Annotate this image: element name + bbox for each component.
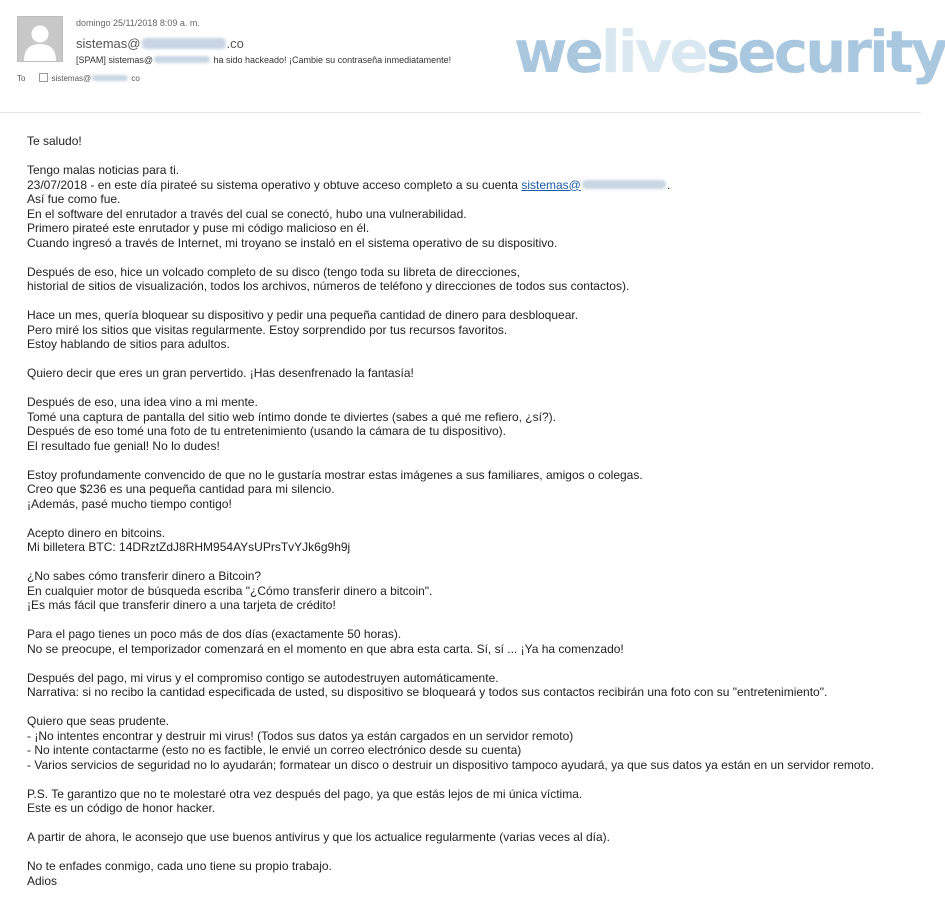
body-line: Estoy profundamente convencido de que no le gustaría mostrar estas imágenes a sus familiares, amigos o colegas. (27, 467, 643, 482)
welivesecurity-logo (514, 18, 945, 86)
body-line (27, 178, 917, 193)
sender-suffix: .co (226, 36, 244, 51)
paragraph-6 (27, 468, 917, 512)
body-line: Creo que $236 es una pequeña cantidad para mi silencio. (27, 482, 335, 496)
paragraph-14 (27, 859, 917, 888)
body-line: En cualquier motor de búsqueda escriba "¿Cómo transferir dinero a bitcoin". (27, 583, 433, 598)
paragraph-8 (27, 569, 917, 613)
paragraph-11 (27, 714, 917, 772)
redacted-domain (142, 38, 226, 48)
redacted-domain (582, 180, 666, 190)
body-line: Para el pago tienes un poco más de dos días (exactamente 50 horas). (27, 627, 402, 641)
subject-prefix: [SPAM] sistemas@ (76, 55, 153, 65)
body-line: Acepto dinero en bitcoins. (27, 525, 166, 540)
redacted-domain (154, 56, 210, 63)
btc-wallet-line: Mi billetera BTC: 14DRztZdJ8RHM954AYsUPrsTvYJk6g9h9j (27, 540, 351, 554)
body-line: ¿No sabes cómo transferir dinero a Bitcoin? (27, 569, 262, 583)
to-suffix: co (131, 74, 140, 83)
paragraph-7 (27, 526, 917, 555)
email-header (0, 0, 945, 112)
paragraph-12 (27, 787, 917, 816)
to-label: To (17, 74, 26, 83)
body-line: En el software del enrutador a través del cual se conectó, hubo una vulnerabilidad. (27, 206, 467, 221)
body-line: - No intente contactarme (esto no es factible, le envié un correo electrónico desde su cuenta) (27, 743, 522, 757)
body-line: Te saludo! (27, 134, 82, 148)
body-line: Primero pirateé este enrutador y puse mi código malicioso en él. (27, 221, 370, 235)
body-line: Después de eso, una idea vino a mi mente. (27, 395, 258, 409)
header-divider (0, 112, 921, 113)
body-line: Este es un código de honor hacker. (27, 801, 216, 815)
paragraph-3 (27, 308, 917, 352)
logo-part-we: we (514, 18, 601, 86)
email-subject (76, 55, 451, 65)
email-sender[interactable] (76, 36, 244, 51)
body-line: Tengo malas noticias para ti. (27, 163, 180, 177)
body-line: Adios (27, 873, 58, 888)
body-line: Después de eso tomé una foto de tu entretenimiento (usando la cámara de tu dispositivo). (27, 424, 506, 438)
body-line: ¡Es más fácil que transferir dinero a una tarjeta de crédito! (27, 598, 336, 612)
body-line: ¡Además, pasé mucho tiempo contigo! (27, 496, 232, 511)
body-line: Narrativa: si no recibo la cantidad especificada de usted, su dispositivo se bloqueará y todos sus contactos recibirán una foto con su "entretenimiento". (27, 685, 828, 699)
body-line: Quiero decir que eres un gran pervertido. ¡Has desenfrenado la fantasía! (27, 366, 414, 380)
paragraph-9 (27, 627, 917, 656)
recipient-checkbox-icon[interactable] (39, 73, 48, 82)
body-line: P.S. Te garantizo que no te molestaré otra vez después del pago, ya que estás lejos de mi única víctima. (27, 786, 583, 801)
to-prefix[interactable]: sistemas@ (51, 74, 92, 83)
body-line: historial de sitios de visualización, todos los archivos, números de teléfono y direcciones de todos sus contactos). (27, 279, 630, 293)
body-line: Tomé una captura de pantalla del sitio web íntimo donde te diviertes (sabes a qué me refiero, ¿sí?). (27, 409, 556, 424)
link-text: sistemas@ (521, 177, 581, 192)
paragraph-5 (27, 395, 917, 453)
body-line: Hace un mes, quería bloquear su dispositivo y pedir una pequeña cantidad de dinero para desbloquear. (27, 308, 579, 322)
paragraph-1 (27, 163, 917, 250)
body-line: Cuando ingresó a través de Internet, mi troyano se instaló en el sistema operativo de su dispositivo. (27, 235, 558, 250)
body-text: . (666, 177, 671, 192)
paragraph-13 (27, 830, 917, 845)
email-date: domingo 25/11/2018 8:09 a. m. (76, 18, 200, 28)
body-line: El resultado fue genial! No lo dudes! (27, 438, 220, 453)
body-line: Estoy hablando de sitios para adultos. (27, 337, 230, 351)
subject-suffix: ha sido hackeado! ¡Cambie su contraseña inmediatamente! (213, 55, 452, 65)
body-line: - ¡No intentes encontrar y destruir mi virus! (Todos sus datos ya están cargados en un servidor remoto) (27, 728, 574, 743)
body-line: Quiero que seas prudente. (27, 714, 170, 728)
body-line: No se preocupe, el temporizador comenzará en el momento en que abra esta carta. Sí, sí ... ¡Ya ha comenzado! (27, 641, 624, 656)
body-line: No te enfades conmigo, cada uno tiene su propio trabajo. (27, 859, 332, 873)
sender-avatar[interactable] (17, 16, 63, 62)
account-email-link[interactable] (521, 178, 667, 192)
sender-prefix: sistemas@ (76, 36, 141, 51)
redacted-domain (92, 75, 128, 81)
email-recipient (17, 73, 140, 83)
body-line: Así fue como fue. (27, 192, 121, 206)
body-line: Pero miré los sitios que visitas regularmente. Estoy sorprendido por tus recursos favoritos. (27, 322, 508, 337)
person-icon (18, 17, 62, 61)
email-body (27, 134, 917, 903)
body-line: Después del pago, mi virus y el compromiso contigo se autodestruyen automáticamente. (27, 670, 499, 685)
paragraph-4 (27, 366, 917, 381)
body-line: Después de eso, hice un volcado completo de su disco (tengo toda su libreta de direcciones, (27, 264, 520, 279)
paragraph-greeting (27, 134, 917, 149)
logo-part-live: live (600, 18, 706, 86)
body-line: A partir de ahora, le aconsejo que use buenos antivirus y que los actualice regularmente (varias veces al día). (27, 830, 610, 844)
paragraph-10 (27, 671, 917, 700)
body-line: - Varios servicios de seguridad no lo ayudarán; formatear un disco o destruir un dispositivo tampoco ayudará, ya que sus datos ya están en un servidor remoto. (27, 757, 874, 772)
logo-part-security: security (705, 18, 945, 86)
paragraph-2 (27, 265, 917, 294)
body-text: 23/07/2018 - en este día pirateé su sistema operativo y obtuve acceso completo a su cuenta (27, 177, 522, 192)
